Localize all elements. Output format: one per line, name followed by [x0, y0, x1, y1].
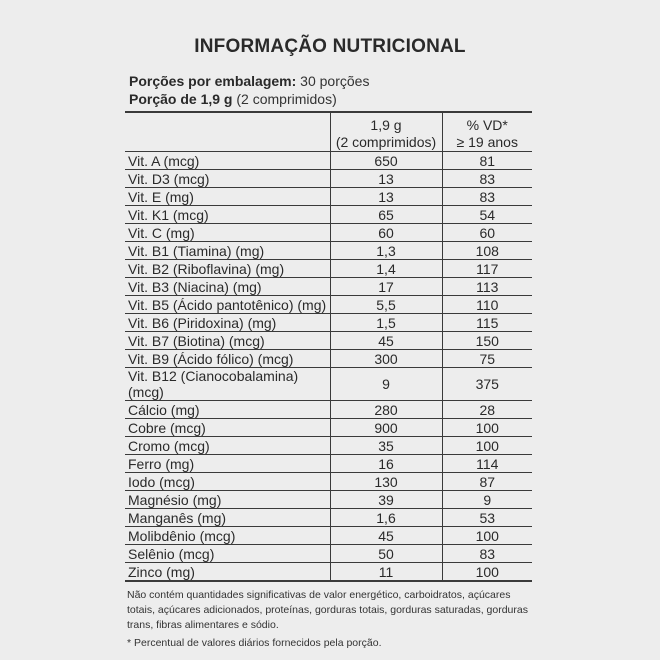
table-row [125, 242, 532, 260]
nutrient-vd: 110 [442, 296, 532, 314]
nutrient-name: Zinco (mg) [125, 563, 330, 582]
nutrient-amount: 300 [330, 350, 442, 368]
table-row [125, 350, 532, 368]
header-amount [330, 112, 442, 152]
table-row [125, 332, 532, 350]
servings-value: 30 porções [300, 73, 370, 89]
nutrient-name: Ferro (mg) [125, 455, 330, 473]
nutrient-amount: 650 [330, 152, 442, 170]
header-amount-line1: 1,9 g [370, 117, 402, 133]
footnote-not-significant: Não contém quantidades significativas de valor energético, carboidratos, açúcares totais, açúcares adicionados, proteínas, gorduras totais, gorduras saturadas, gorduras trans, fibras alimentares e sódio. [127, 589, 528, 631]
table-row [125, 455, 532, 473]
nutrient-amount: 5,5 [330, 296, 442, 314]
nutrient-name: Molibdênio (mcg) [125, 527, 330, 545]
header-vd-line2: ≥ 19 anos [456, 134, 518, 150]
nutrient-vd: 150 [442, 332, 532, 350]
nutrient-name: Vit. B9 (Ácido fólico) (mcg) [125, 350, 330, 368]
table-row [125, 437, 532, 455]
nutrient-vd: 53 [442, 509, 532, 527]
table-row [125, 419, 532, 437]
nutrition-title: INFORMAÇÃO NUTRICIONAL [194, 36, 466, 57]
nutrient-amount: 1,6 [330, 509, 442, 527]
nutrient-vd: 9 [442, 491, 532, 509]
table-row [125, 206, 532, 224]
nutrient-name: Cromo (mcg) [125, 437, 330, 455]
nutrient-amount: 45 [330, 527, 442, 545]
table-row [125, 170, 532, 188]
footnote-daily-values: * Percentual de valores diários fornecidos pela porção. [127, 637, 382, 649]
table-row [125, 491, 532, 509]
nutrient-amount: 11 [330, 563, 442, 582]
nutrient-amount: 900 [330, 419, 442, 437]
nutrient-name: Vit. B3 (Niacina) (mg) [125, 278, 330, 296]
table-row [125, 314, 532, 332]
nutrient-name: Magnésio (mg) [125, 491, 330, 509]
table-row [125, 152, 532, 170]
table-header-row [125, 112, 532, 152]
nutrient-amount: 65 [330, 206, 442, 224]
nutrient-amount: 16 [330, 455, 442, 473]
header-vd [442, 112, 532, 152]
header-nutrient [125, 112, 330, 152]
table-row [125, 224, 532, 242]
nutrient-name: Vit. B2 (Riboflavina) (mg) [125, 260, 330, 278]
nutrient-vd: 114 [442, 455, 532, 473]
nutrient-name: Vit. B6 (Piridoxina) (mg) [125, 314, 330, 332]
nutrient-vd: 87 [442, 473, 532, 491]
nutrient-name: Vit. B12 (Cianocobalamina) (mcg) [125, 368, 330, 401]
table-row [125, 188, 532, 206]
nutrient-vd: 28 [442, 401, 532, 419]
nutrient-amount: 280 [330, 401, 442, 419]
table-row [125, 296, 532, 314]
table-row [125, 368, 532, 401]
footnotes [125, 588, 535, 651]
header-vd-line1: % VD* [466, 117, 508, 133]
nutrient-name: Vit. E (mg) [125, 188, 330, 206]
nutrient-amount: 1,3 [330, 242, 442, 260]
nutrient-name: Vit. B1 (Tiamina) (mg) [125, 242, 330, 260]
nutrient-vd: 81 [442, 152, 532, 170]
nutrient-vd: 100 [442, 437, 532, 455]
nutrient-amount: 1,4 [330, 260, 442, 278]
nutrient-amount: 13 [330, 170, 442, 188]
header-amount-line2: (2 comprimidos) [335, 134, 437, 150]
table-row [125, 473, 532, 491]
nutrient-vd: 100 [442, 419, 532, 437]
nutrition-table-body [125, 152, 532, 582]
nutrient-name: Iodo (mcg) [125, 473, 330, 491]
nutrient-name: Vit. K1 (mcg) [125, 206, 330, 224]
nutrient-name: Vit. C (mg) [125, 224, 330, 242]
nutrient-vd: 60 [442, 224, 532, 242]
nutrient-name: Vit. D3 (mcg) [125, 170, 330, 188]
nutrient-amount: 39 [330, 491, 442, 509]
nutrient-name: Manganês (mg) [125, 509, 330, 527]
table-row [125, 401, 532, 419]
table-row [125, 545, 532, 563]
nutrient-name: Vit. B5 (Ácido pantotênico) (mg) [125, 296, 330, 314]
table-row [125, 527, 532, 545]
nutrient-vd: 75 [442, 350, 532, 368]
nutrient-amount: 35 [330, 437, 442, 455]
nutrient-vd: 117 [442, 260, 532, 278]
portion-value: (2 comprimidos) [236, 91, 337, 107]
nutrient-name: Vit. A (mcg) [125, 152, 330, 170]
nutrient-vd: 100 [442, 563, 532, 582]
nutrient-name: Cobre (mcg) [125, 419, 330, 437]
nutrient-amount: 50 [330, 545, 442, 563]
table-row [125, 563, 532, 582]
table-row [125, 278, 532, 296]
nutrient-vd: 113 [442, 278, 532, 296]
servings-label: Porções por embalagem: [129, 73, 297, 89]
nutrient-amount: 13 [330, 188, 442, 206]
portion-label: Porção de 1,9 g [129, 91, 233, 107]
table-row [125, 260, 532, 278]
nutrient-amount: 9 [330, 368, 442, 401]
nutrient-vd: 108 [442, 242, 532, 260]
nutrient-name: Vit. B7 (Biotina) (mcg) [125, 332, 330, 350]
nutrient-amount: 1,5 [330, 314, 442, 332]
nutrient-vd: 83 [442, 545, 532, 563]
nutrition-table [125, 111, 532, 582]
nutrient-amount: 60 [330, 224, 442, 242]
nutrient-amount: 45 [330, 332, 442, 350]
nutrient-vd: 83 [442, 170, 532, 188]
nutrient-vd: 375 [442, 368, 532, 401]
nutrient-vd: 100 [442, 527, 532, 545]
portion-size [125, 90, 535, 108]
nutrient-vd: 115 [442, 314, 532, 332]
nutrient-name: Cálcio (mg) [125, 401, 330, 419]
nutrition-facts-panel [125, 30, 535, 654]
table-row [125, 509, 532, 527]
servings-per-package [125, 72, 535, 90]
nutrient-vd: 83 [442, 188, 532, 206]
nutrient-amount: 130 [330, 473, 442, 491]
nutrient-name: Selênio (mcg) [125, 545, 330, 563]
nutrient-vd: 54 [442, 206, 532, 224]
nutrient-amount: 17 [330, 278, 442, 296]
